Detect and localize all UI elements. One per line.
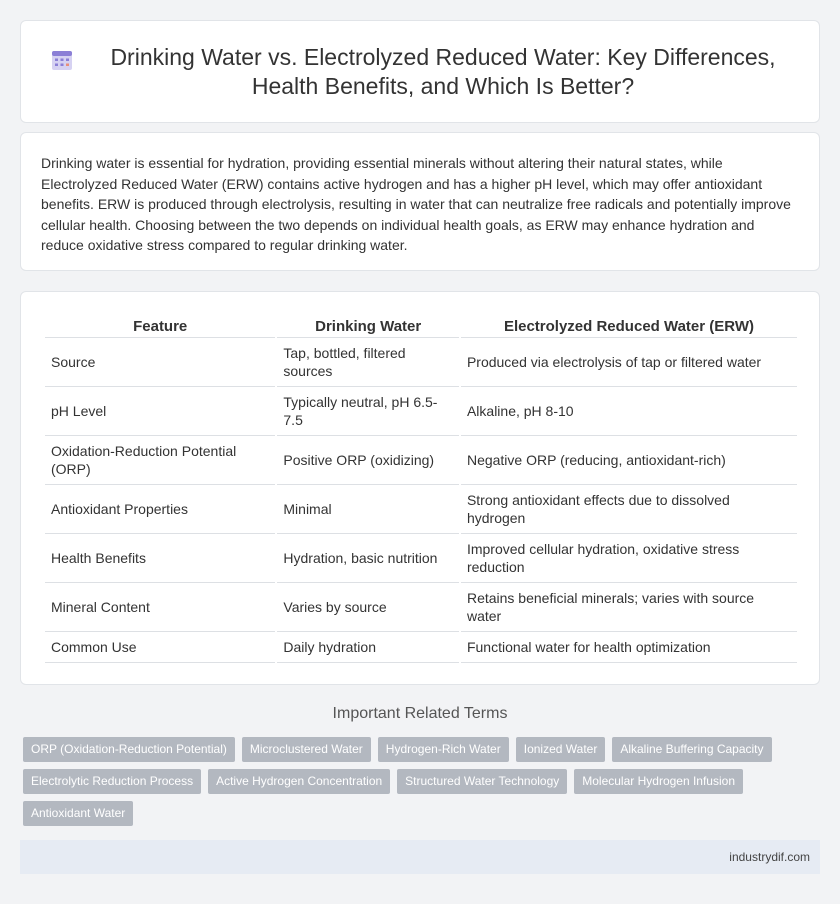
intro-paragraph: Drinking water is essential for hydration, providing essential minerals without altering their natural states, while Electrolyzed Reduced Water (ERW) contains active hydrogen and has a higher pH level, which may offer antioxidant benefits. ERW is produced through electrolysis, resulting in water that can neutralize free radicals and potentially improve cellular health. Choosing between the two depends on individual health goals, as ERW may enhance hydration and reduce oxidative stress compared to regular drinking water. [41,155,791,253]
tag-link[interactable]: Electrolytic Reduction Process [23,769,201,794]
table-cell-feature: pH Level [45,387,275,436]
column-header-drinking-water: Drinking Water [277,314,459,338]
table-cell-erw: Retains beneficial minerals; varies with source water [461,583,797,632]
table-cell-feature: Mineral Content [45,583,275,632]
table-cell-erw: Strong antioxidant effects due to dissolved hydrogen [461,485,797,534]
table-cell-erw: Alkaline, pH 8-10 [461,387,797,436]
table-row [45,436,797,485]
footer-site-link[interactable]: industrydif.com [729,850,810,864]
table-cell-erw: Negative ORP (reducing, antioxidant-rich) [461,436,797,485]
table-cell-feature: Oxidation-Reduction Potential (ORP) [45,436,275,485]
table-row [45,387,797,436]
table-cell-drinking-water: Varies by source [277,583,459,632]
table-cell-drinking-water: Typically neutral, pH 6.5-7.5 [277,387,459,436]
table-row [45,632,797,663]
footer [20,840,820,874]
comparison-table [43,314,799,663]
comparison-table-card [20,291,820,685]
tag-link[interactable]: ORP (Oxidation-Reduction Potential) [23,737,235,762]
page-title: Drinking Water vs. Electrolyzed Reduced Water: Key Differences, Health Benefits, and Which Is Better? [110,43,776,99]
table-cell-feature: Common Use [45,632,275,663]
table-row [45,534,797,583]
table-cell-erw: Produced via electrolysis of tap or filtered water [461,338,797,387]
table-cell-drinking-water: Tap, bottled, filtered sources [277,338,459,387]
tag-link[interactable]: Structured Water Technology [397,769,567,794]
tag-link[interactable]: Active Hydrogen Concentration [208,769,390,794]
intro-card [20,132,820,271]
table-header-row [45,314,797,338]
table-cell-erw: Functional water for health optimization [461,632,797,663]
table-cell-drinking-water: Hydration, basic nutrition [277,534,459,583]
table-row [45,583,797,632]
document-grid-icon [51,49,73,71]
column-header-erw: Electrolyzed Reduced Water (ERW) [461,314,797,338]
tag-link[interactable]: Ionized Water [516,737,606,762]
related-terms-tags [23,737,803,833]
tag-link[interactable]: Molecular Hydrogen Infusion [574,769,743,794]
table-cell-feature: Antioxidant Properties [45,485,275,534]
table-cell-feature: Source [45,338,275,387]
table-row [45,338,797,387]
tag-link[interactable]: Hydrogen-Rich Water [378,737,509,762]
header-card [20,20,820,123]
table-cell-drinking-water: Minimal [277,485,459,534]
table-row [45,485,797,534]
related-terms-heading: Important Related Terms [332,705,508,722]
table-cell-erw: Improved cellular hydration, oxidative stress reduction [461,534,797,583]
table-cell-drinking-water: Daily hydration [277,632,459,663]
tag-link[interactable]: Antioxidant Water [23,801,133,826]
tag-link[interactable]: Microclustered Water [242,737,371,762]
table-cell-feature: Health Benefits [45,534,275,583]
tag-link[interactable]: Alkaline Buffering Capacity [612,737,771,762]
column-header-feature: Feature [45,314,275,338]
table-cell-drinking-water: Positive ORP (oxidizing) [277,436,459,485]
